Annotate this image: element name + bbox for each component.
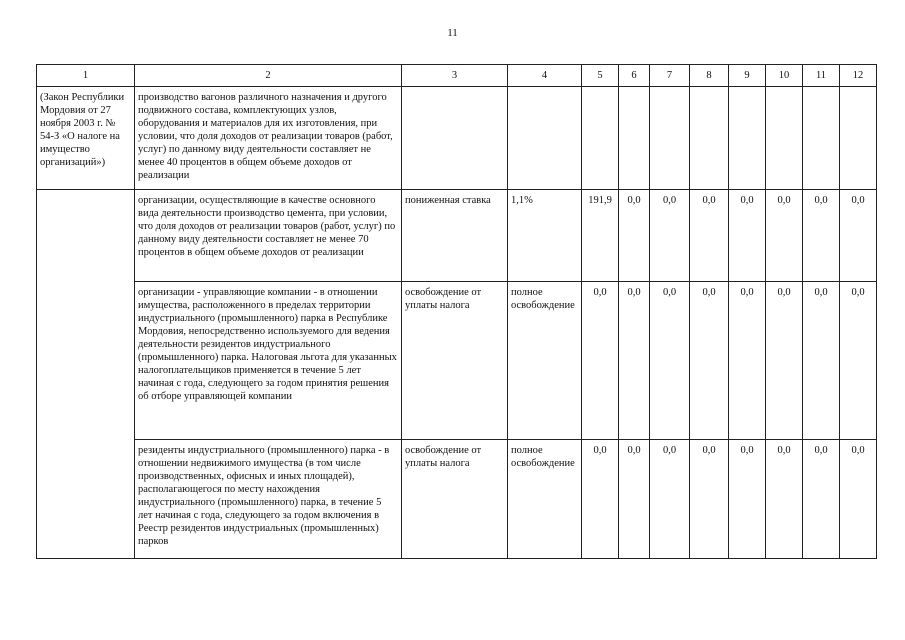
benefit-type-cell: освобождение от уплаты налога (402, 440, 508, 559)
value-cell (840, 87, 877, 190)
value-cell: 191,9 (582, 190, 619, 282)
tax-benefits-table (36, 64, 877, 559)
value-cell: 0,0 (690, 440, 729, 559)
value-cell: 0,0 (619, 440, 650, 559)
value-cell: 0,0 (766, 440, 803, 559)
value-cell: 0,0 (582, 282, 619, 440)
value-cell: 0,0 (840, 440, 877, 559)
value-cell: 0,0 (729, 440, 766, 559)
empty-cell (37, 440, 135, 559)
benefit-size-cell (508, 87, 582, 190)
value-cell (650, 87, 690, 190)
value-cell: 0,0 (803, 440, 840, 559)
value-cell: 0,0 (766, 190, 803, 282)
description-cell: организации - управляющие компании - в отношении имущества, расположенного в пределах территории индустриального (промышленного) парка в Республике Мордовия, непосредственно используемого для ведения деятельности резидентов индустриального (промышленного) парка. Налоговая льгота для указанных налогоплательщиков применяется в течение 5 лет начиная с года, следующего за годом принятия решения об отборе управляющей компании (135, 282, 402, 440)
value-cell: 0,0 (803, 190, 840, 282)
benefit-type-cell: пониженная ставка (402, 190, 508, 282)
header-row (37, 65, 877, 87)
table-row (37, 87, 877, 190)
header-cell: 9 (729, 65, 766, 87)
description-cell: резиденты индустриального (промышленного) парка - в отношении недвижимого имущества (в том числе производственных, офисных и иных площадей), располагающегося по месту нахождения индустриального (промышленного) парка, в течение 5 лет начиная с года, следующего за годом включения в Реестр резидентов индустриальных (промышленных) парков (135, 440, 402, 559)
value-cell: 0,0 (619, 190, 650, 282)
value-cell: 0,0 (729, 190, 766, 282)
description-cell: производство вагонов различного назначения и другого подвижного состава, комплектующих узлов, оборудования и материалов для их изготовления, при условии, что доля доходов от реализации товаров (работ, услуг) по данному виду деятельности составляет не менее 40 процентов в общем объеме доходов от реализации (135, 87, 402, 190)
page-number: 11 (447, 27, 458, 39)
table-row (37, 190, 877, 282)
header-cell: 8 (690, 65, 729, 87)
value-cell: 0,0 (840, 190, 877, 282)
header-cell: 1 (37, 65, 135, 87)
header-cell: 11 (803, 65, 840, 87)
benefit-type-cell: освобождение от уплаты налога (402, 282, 508, 440)
empty-cell (37, 282, 135, 440)
benefit-size-cell: полное освобождение (508, 282, 582, 440)
value-cell: 0,0 (840, 282, 877, 440)
benefit-size-cell: полное освобождение (508, 440, 582, 559)
value-cell: 0,0 (803, 282, 840, 440)
value-cell: 0,0 (650, 440, 690, 559)
value-cell (582, 87, 619, 190)
law-reference-cell: (Закон Республики Мордовия от 27 ноября 2003 г. № 54-З «О налоге на имущество организаций») (37, 87, 135, 190)
description-cell: организации, осуществляющие в качестве основного вида деятельности производство цемента, при условии, что доля доходов от реализации товаров (работ, услуг) по данному виду деятельности составляет не менее 70 процентов в общем объеме доходов от реализации (135, 190, 402, 282)
value-cell (766, 87, 803, 190)
value-cell (619, 87, 650, 190)
header-cell: 12 (840, 65, 877, 87)
header-cell: 7 (650, 65, 690, 87)
empty-cell (37, 190, 135, 282)
header-cell: 2 (135, 65, 402, 87)
benefit-size-cell: 1,1% (508, 190, 582, 282)
header-cell: 10 (766, 65, 803, 87)
value-cell (690, 87, 729, 190)
benefit-type-cell (402, 87, 508, 190)
value-cell (803, 87, 840, 190)
value-cell (729, 87, 766, 190)
value-cell: 0,0 (650, 282, 690, 440)
value-cell: 0,0 (729, 282, 766, 440)
header-cell: 4 (508, 65, 582, 87)
header-cell: 3 (402, 65, 508, 87)
value-cell: 0,0 (766, 282, 803, 440)
header-cell: 5 (582, 65, 619, 87)
value-cell: 0,0 (619, 282, 650, 440)
value-cell: 0,0 (582, 440, 619, 559)
table-row (37, 440, 877, 559)
value-cell: 0,0 (690, 190, 729, 282)
value-cell: 0,0 (690, 282, 729, 440)
table-row (37, 282, 877, 440)
header-cell: 6 (619, 65, 650, 87)
value-cell: 0,0 (650, 190, 690, 282)
